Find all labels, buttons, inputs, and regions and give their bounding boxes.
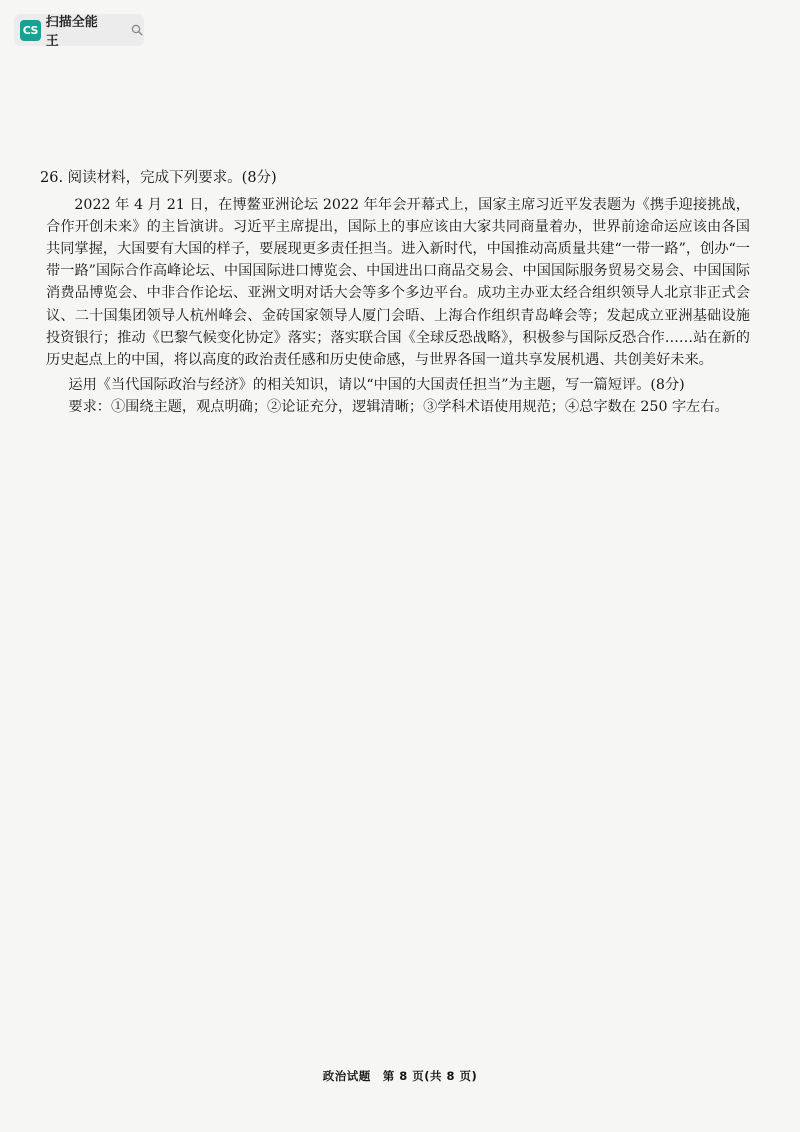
question-title: 26. 阅读材料，完成下列要求。(8分) (40, 170, 277, 186)
material-paragraph: 2022 年 4 月 21 日，在博鳌亚洲论坛 2022 年年会开幕式上，国家主席习近平发表题为《携手迎接挑战，合作开创未来》的主旨演讲。习近平主席提出，国际上的事应该由大家共同商量着办，世界前途命运应该由各国共同掌握，大国要有大国的样子，要展现更多责任担当。进入新时代，中国推动高质量共建“一带一路”，创办“一带一路”国际合作高峰论坛、中国国际进口博览会、中国进出口商品交易会、中国国际服务贸易交易会、中国国际消费品博览会、中非合作论坛、亚洲文明对话大会等多个多边平台。成功主办亚太经合组织领导人北京非正式会议、二十国集团领导人杭州峰会、金砖国家领导人厦门会晤、上海合作组织青岛峰会等；发起成立亚洲基础设施投资银行；推动《巴黎气候变化协定》落实；落实联合国《全球反恐战略》，积极参与国际反恐合作……站在新的历史起点上的中国，将以高度的政治责任感和历史使命感，与世界各国一道共享发展机遇、共创美好未来。 (46, 197, 750, 368)
requirements: 要求：①围绕主题，观点明确；②论证充分，逻辑清晰；③学科术语使用规范；④总字数在 250 字左右。 (68, 398, 729, 415)
search-icon[interactable] (130, 23, 144, 37)
scanner-watermark (14, 14, 144, 49)
task-prompt: 运用《当代国际政治与经济》的相关知识，请以“中国的大国责任担当”为主题，写一篇短评。(8分) (68, 376, 685, 393)
app-name: 扫描全能王 (45, 15, 98, 49)
page-footer: 政治试题 第 8 页(共 8 页) (322, 1069, 478, 1083)
camscanner-logo: CS (20, 20, 41, 41)
question-26 (40, 167, 750, 418)
